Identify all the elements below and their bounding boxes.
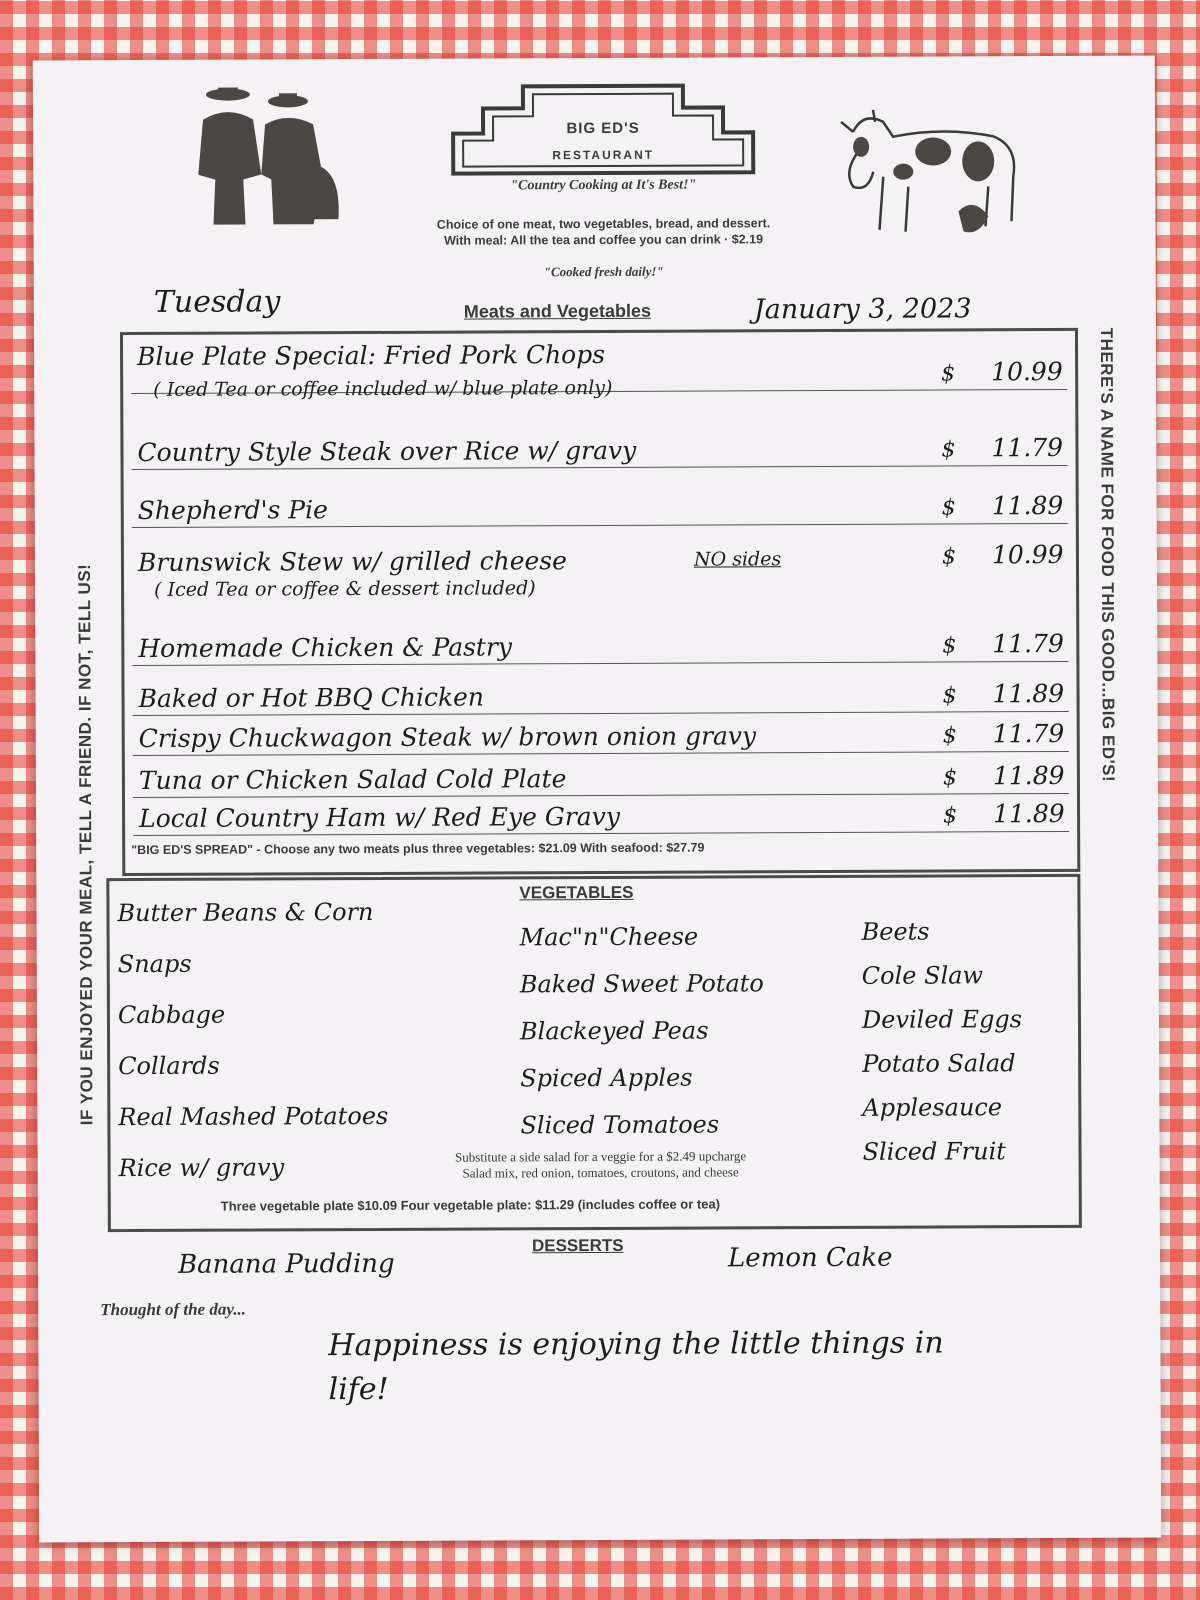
vegetable-item: Cole Slaw [861, 961, 984, 990]
dollar-sign: $ [942, 633, 957, 659]
side-slogan-left: IF YOU ENJOYED YOUR MEAL, TELL A FRIEND. IF NOT, TELL US! [74, 563, 97, 1126]
dollar-sign: $ [942, 683, 957, 709]
vegetable-column-3 [862, 917, 1023, 1182]
desserts-title: DESSERTS [531, 1235, 624, 1256]
vegetable-item: Deviled Eggs [861, 1005, 1023, 1034]
choice-line-1: Choice of one meat, two vegetables, bread, and dessert. [436, 216, 771, 232]
vegetable-item: Spiced Apples [520, 1063, 693, 1093]
meat-note: ( Iced Tea or coffee & dessert included) [154, 577, 536, 601]
brand-name: BIG ED'S [566, 119, 640, 138]
dessert-item: Lemon Cake [727, 1242, 893, 1274]
vegetable-item: Cabbage [117, 1000, 226, 1030]
meat-row [132, 523, 1068, 607]
meat-price: 11.89 [991, 490, 1064, 521]
vegetable-item: Snaps [117, 949, 192, 979]
meat-price: 11.79 [991, 432, 1064, 463]
dollar-sign: $ [942, 765, 957, 791]
vegetable-item: Real Mashed Potatoes [118, 1101, 389, 1132]
farmers-silhouette-illustration [173, 79, 344, 230]
meat-price: 10.99 [991, 356, 1063, 387]
big-eds-spread-note: "BIG ED'S SPREAD" - Choose any two meats plus three vegetables: $21.09 With seafood: $27.79 [131, 840, 705, 858]
dollar-sign: $ [941, 544, 957, 570]
vegetable-item: Collards [118, 1051, 220, 1081]
meat-row [132, 661, 1068, 716]
dessert-item: Banana Pudding [177, 1248, 395, 1280]
meat-row [132, 603, 1068, 666]
meat-price: 10.99 [991, 539, 1064, 570]
meat-name: Blue Plate Special: Fried Pork Chops [137, 339, 606, 372]
meat-name: Homemade Chicken & Pastry [138, 632, 513, 663]
no-sides-note: NO sides [693, 548, 782, 571]
vegetable-item: Sliced Fruit [862, 1137, 1006, 1166]
restaurant-label: RESTAURANT [552, 147, 655, 163]
meat-name: Brunswick Stew w/ grilled cheese [137, 546, 567, 578]
substitute-line-2: Salad mix, red onion, tomatoes, croutons, and cheese [462, 1164, 739, 1181]
dollar-sign: $ [942, 723, 957, 749]
vegetable-item: Potato Salad [862, 1049, 1016, 1078]
meat-price: 11.79 [992, 718, 1065, 749]
meats-box [120, 328, 1080, 876]
vegetable-item: Blackeyed Peas [519, 1016, 709, 1046]
dollar-sign: $ [943, 803, 958, 829]
meat-row [133, 711, 1069, 756]
meat-name: Baked or Hot BBQ Chicken [138, 682, 485, 713]
dollar-sign: $ [941, 495, 956, 521]
side-salad-note [401, 1148, 801, 1182]
dollar-sign: $ [941, 361, 956, 387]
meat-name: Shepherd's Pie [137, 495, 328, 526]
vegetable-item: Mac"n"Cheese [519, 922, 699, 952]
meat-row [131, 337, 1067, 401]
meat-price: 11.89 [993, 798, 1065, 829]
vegetable-item: Rice w/ gravy [118, 1153, 285, 1183]
choice-line-2: With meal: All the tea and coffee you can drink · $2.19 [444, 232, 764, 248]
tagline: "Country Cooking at It's Best!" [510, 177, 697, 194]
thought-of-the-day: Happiness is enjoying the little things in life! [328, 1325, 944, 1408]
vegetable-column-1 [117, 898, 388, 1205]
meat-row [133, 793, 1069, 836]
day-of-week: Tuesday [153, 284, 281, 320]
vegetables-box [106, 874, 1082, 1232]
meat-price: 11.79 [992, 628, 1064, 659]
meat-price: 11.89 [992, 760, 1065, 791]
cooked-fresh-note: "Cooked fresh daily!" [543, 263, 664, 280]
dollar-sign: $ [941, 437, 956, 463]
meat-name: Country Style Steak over Rice w/ gravy [137, 435, 637, 468]
vegetable-item: Sliced Tomatoes [520, 1110, 720, 1140]
meat-row [132, 465, 1068, 528]
vegetable-item: Beets [861, 917, 930, 946]
menu-date: January 3, 2023 [753, 293, 972, 326]
menu-sheet [33, 56, 1161, 1543]
substitute-line-1: Substitute a side salad for a veggie for a $2.49 upcharge [454, 1148, 747, 1165]
vegetable-item: Butter Beans & Corn [117, 897, 374, 928]
vegetable-item: Applesauce [862, 1093, 1003, 1122]
vegetable-plate-prices: Three vegetable plate $10.09 Four vegetable plate: $11.29 (includes coffee or tea) [220, 1196, 721, 1214]
meat-note: ( Iced Tea or coffee included w/ blue plate only) [153, 376, 613, 401]
meats-section-title: Meats and Vegetables [463, 300, 651, 322]
meat-row [131, 393, 1067, 470]
meat-name: Tuna or Chicken Salad Cold Plate [138, 764, 567, 795]
vegetable-column-2 [520, 922, 765, 1158]
meat-name: Local Country Ham w/ Red Eye Gravy [139, 801, 620, 833]
meal-choice-info [353, 215, 853, 249]
vegetables-title: VEGETABLES [519, 882, 634, 903]
thought-of-the-day-label: Thought of the day... [100, 1299, 247, 1320]
meat-row [133, 751, 1069, 798]
meat-name: Crispy Chuckwagon Steak w/ brown onion gravy [138, 721, 757, 753]
meat-price: 11.89 [992, 678, 1065, 709]
side-slogan-right: THERE'S A NAME FOR FOOD THIS GOOD...BIG ED'S! [1096, 327, 1118, 783]
vegetable-item: Baked Sweet Potato [519, 969, 764, 999]
